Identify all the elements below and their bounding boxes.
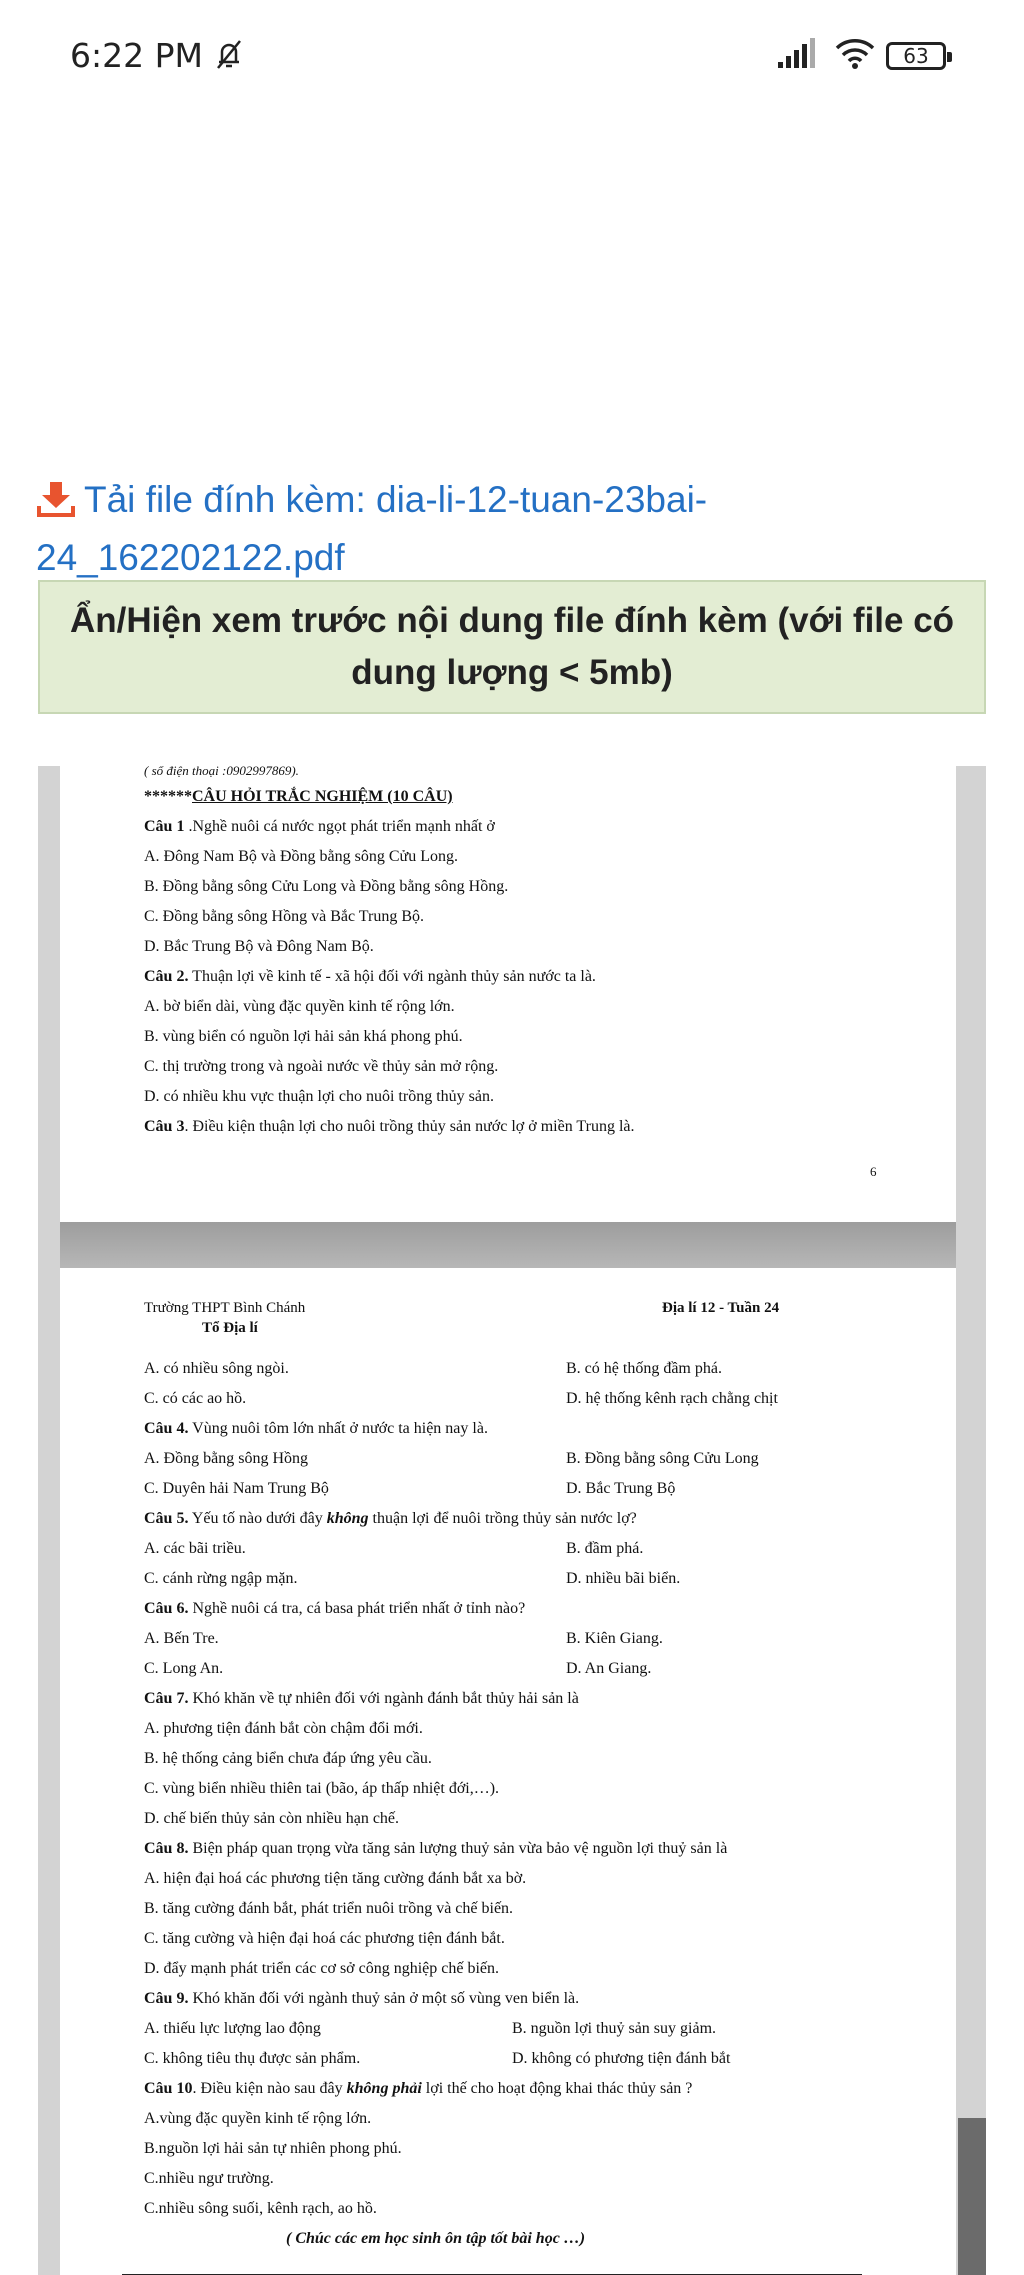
question-4: Câu 4. Vùng nuôi tôm lớn nhất ở nước ta hiện nay là. [144, 1420, 488, 1437]
answer-option: D. không có phương tiện đánh bắt [512, 2050, 731, 2067]
question-6: Câu 6. Nghề nuôi cá tra, cá basa phát triển nhất ở tỉnh nào? [144, 1600, 526, 1617]
download-attachment-link[interactable] [36, 474, 986, 584]
answer-option: B. có hệ thống đầm phá. [566, 1360, 722, 1377]
answer-option: B. tăng cường đánh bắt, phát triển nuôi trồng và chế biến. [144, 1900, 514, 1917]
answer-option: C. cánh rừng ngập mặn. [144, 1570, 298, 1587]
page-number: 6 [870, 1164, 877, 1179]
subject-header: Địa lí 12 - Tuần 24 [662, 1300, 780, 1316]
answer-option: B. Đồng bằng sông Cửu Long [566, 1450, 759, 1467]
wifi-icon [834, 36, 876, 75]
department-name: Tổ Địa lí [202, 1320, 258, 1336]
answer-option: C. vùng biển nhiều thiên tai (bão, áp thấp nhiệt đới,…). [144, 1780, 500, 1797]
answer-option: C. có các ao hồ. [144, 1390, 247, 1407]
answer-option: C. Đồng bằng sông Hồng và Bắc Trung Bộ. [144, 908, 425, 925]
school-name: Trường THPT Bình Chánh [144, 1300, 306, 1316]
answer-option: B. vùng biển có nguồn lợi hải sản khá phong phú. [144, 1028, 463, 1045]
answer-option: D. chế biến thủy sản còn nhiều hạn chế. [144, 1810, 400, 1827]
answer-option: A.vùng đặc quyền kinh tế rộng lớn. [144, 2110, 372, 2127]
pdf-page [60, 1268, 956, 2275]
question-7: Câu 7. Khó khăn về tự nhiên đối với ngành đánh bắt thủy hải sản là [144, 1690, 579, 1707]
answer-option: A. Đồng bằng sông Hồng [144, 1450, 308, 1467]
answer-option: A. thiếu lực lượng lao động [144, 2020, 321, 2037]
section-heading: ******CÂU HỎI TRẮC NGHIỆM (10 CÂU) [144, 788, 453, 805]
closing-note: ( Chúc các em học sinh ôn tập tốt bài học …) [286, 2230, 586, 2247]
battery-icon: 63 [886, 42, 946, 70]
question-2: Câu 2. Thuận lợi về kinh tế - xã hội đối với ngành thủy sản nước ta là. [144, 968, 596, 985]
answer-option: C. tăng cường và hiện đại hoá các phương tiện đánh bắt. [144, 1930, 505, 1947]
question-1: Câu 1 .Nghề nuôi cá nước ngọt phát triển mạnh nhất ở [144, 818, 495, 835]
question-5: Câu 5. Yếu tố nào dưới đây không thuận lợi để nuôi trồng thủy sản nước lợ? [144, 1510, 637, 1527]
answer-option: D. Bắc Trung Bộ [566, 1480, 676, 1497]
pdf-page [60, 766, 956, 1222]
question-8: Câu 8. Biện pháp quan trọng vừa tăng sản lượng thuỷ sản vừa bảo vệ nguồn lợi thuỷ sản là [144, 1840, 728, 1857]
answer-option: A. bờ biển dài, vùng đặc quyền kinh tế rộng lớn. [144, 998, 455, 1015]
question-3: Câu 3. Điều kiện thuận lợi cho nuôi trồng thủy sản nước lợ ở miền Trung là. [144, 1118, 635, 1135]
question-10: Câu 10. Điều kiện nào sau đây không phải lợi thế cho hoạt động khai thác thủy sản ? [144, 2080, 693, 2097]
preview-toggle-label: Ẩn/Hiện xem trước nội dung file đính kèm (với file có dung lượng < 5mb) [69, 601, 955, 692]
answer-option: A. các bãi triều. [144, 1540, 246, 1557]
answer-option: B. nguồn lợi thuỷ sản suy giảm. [512, 2020, 717, 2037]
answer-option: B. hệ thống cảng biển chưa đáp ứng yêu cầu. [144, 1750, 432, 1767]
answer-option: D. hệ thống kênh rạch chằng chịt [566, 1390, 778, 1407]
download-label: Tải file đính kèm: dia-li-12-tuan-23bai-24_162202122.pdf [36, 479, 708, 578]
answer-option: B. Kiên Giang. [566, 1630, 663, 1647]
answer-option: B. đầm phá. [566, 1540, 644, 1557]
status-bar [0, 0, 1024, 110]
answer-option: A. hiện đại hoá các phương tiện tăng cường đánh bắt xa bờ. [144, 1870, 527, 1887]
answer-option: D. đẩy mạnh phát triển các cơ sở công nghiệp chế biến. [144, 1960, 500, 1977]
status-time: 6:22 PM [70, 36, 203, 75]
signal-icon [778, 38, 818, 75]
answer-option: C.nhiều ngư trường. [144, 2170, 274, 2187]
answer-option: D. Bắc Trung Bộ và Đông Nam Bộ. [144, 938, 374, 955]
answer-option: C. thị trường trong và ngoài nước về thủy sản mở rộng. [144, 1058, 499, 1075]
answer-option: C.nhiều sông suối, kênh rạch, ao hồ. [144, 2200, 377, 2217]
page-separator [60, 1222, 956, 1268]
answer-option: B.nguồn lợi hải sản tự nhiên phong phú. [144, 2140, 402, 2157]
preview-toggle-button[interactable] [38, 580, 986, 714]
answer-option: A. phương tiện đánh bắt còn chậm đổi mới. [144, 1720, 423, 1737]
answer-option: B. Đồng bằng sông Cửu Long và Đồng bằng sông Hồng. [144, 878, 509, 895]
answer-option: A. Bến Tre. [144, 1630, 219, 1647]
pdf-viewer[interactable] [38, 766, 986, 2275]
phone-note: ( số điện thoại :0902997869). [144, 766, 299, 778]
answer-option: C. không tiêu thụ được sản phẩm. [144, 2050, 361, 2067]
answer-option: D. An Giang. [566, 1660, 652, 1677]
answer-option: A. có nhiều sông ngòi. [144, 1360, 289, 1377]
answer-option: A. Đông Nam Bộ và Đồng bằng sông Cửu Long. [144, 848, 458, 865]
question-9: Câu 9. Khó khăn đối với ngành thuỷ sản ở một số vùng ven biển là. [144, 1990, 580, 2007]
answer-option: C. Duyên hải Nam Trung Bộ [144, 1480, 329, 1497]
bell-off-icon [214, 38, 244, 75]
download-icon [36, 480, 76, 532]
scrollbar-thumb[interactable] [958, 2118, 986, 2275]
answer-option: C. Long An. [144, 1660, 224, 1677]
answer-option: D. nhiều bãi biển. [566, 1570, 681, 1587]
answer-option: D. có nhiều khu vực thuận lợi cho nuôi trồng thủy sản. [144, 1088, 494, 1105]
